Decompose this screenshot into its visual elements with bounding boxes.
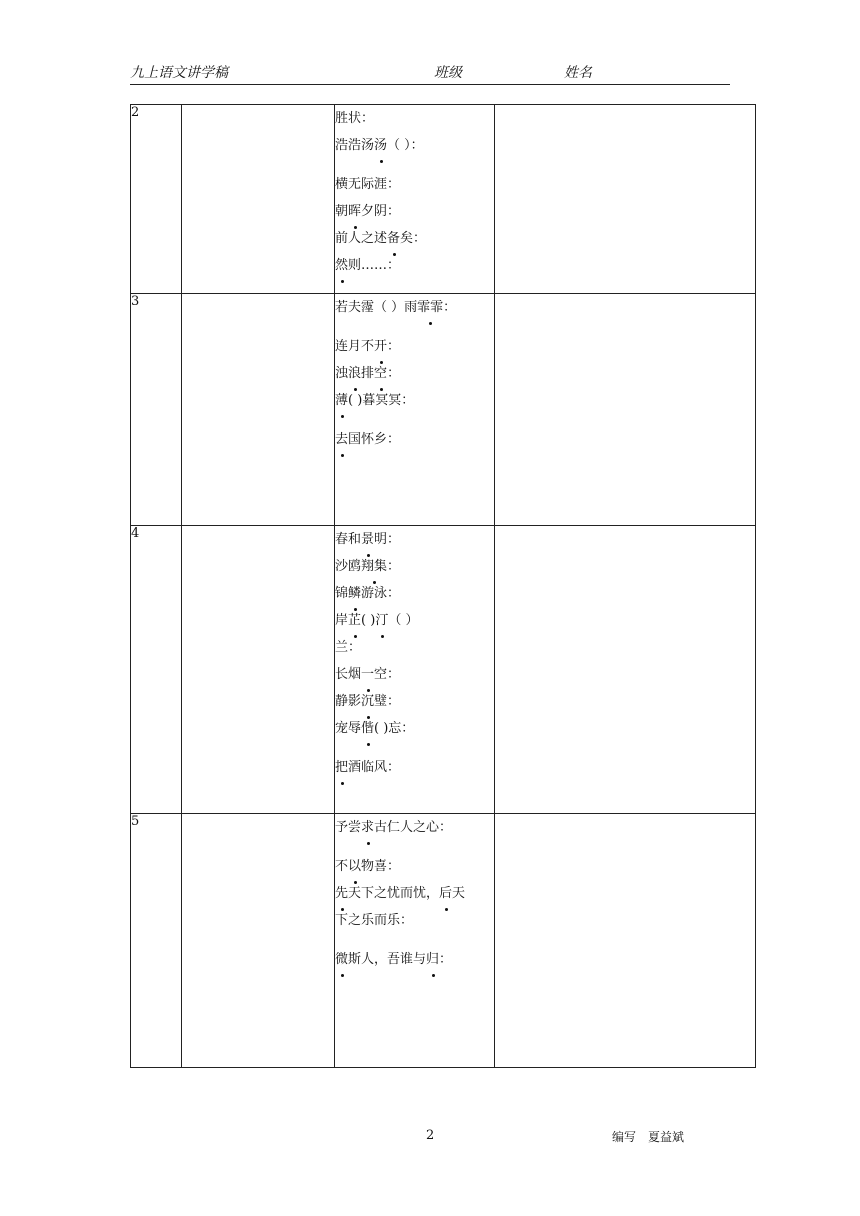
phrase-line [335, 387, 494, 414]
phrase-line [335, 607, 494, 634]
phrase-text: 夕阴： [361, 204, 401, 219]
phrase-text: 胜状： [335, 111, 375, 126]
emphasized-char: 汤 [374, 132, 387, 159]
page-header [130, 62, 730, 85]
phrase-text: 锦 [335, 586, 349, 601]
phrase-text: 斯人，吾谁与 [348, 952, 427, 967]
phrase-text: 长烟 [335, 667, 362, 682]
phrase-text: （ ）： [387, 138, 424, 153]
phrase-text: ( )忘： [374, 721, 415, 736]
phrase-cell [335, 526, 495, 814]
phrase-line [335, 252, 494, 279]
phrase-text: 则……： [348, 258, 401, 273]
emphasized-char: 空 [374, 360, 387, 387]
phrase-line [335, 132, 494, 159]
phrase-text: 兰： [335, 640, 362, 655]
phrase-text: 前人之述 [335, 231, 388, 246]
answer-cell[interactable] [495, 526, 756, 814]
phrase-line [335, 294, 494, 321]
phrase-text: 空： [374, 667, 401, 682]
emphasized-char: 霏霏 [417, 294, 443, 321]
phrase-text: 宠辱 [335, 721, 362, 736]
phrase-text: 古仁人之心： [374, 820, 453, 835]
phrase-line [335, 225, 494, 252]
emphasized-char: 翔集 [361, 553, 387, 580]
emphasized-char: 芷 [348, 607, 361, 634]
phrase-text: 酒临风： [348, 760, 401, 775]
emphasized-char: 微 [335, 946, 348, 973]
emphasized-char: 偕 [361, 715, 374, 742]
emphasized-char: 晖 [348, 198, 361, 225]
emphasized-char: 鳞 [348, 580, 361, 607]
blank-cell [182, 526, 335, 814]
phrase-text: 朝 [335, 204, 349, 219]
row-number: 2 [131, 105, 182, 294]
emphasized-char: 一 [361, 661, 374, 688]
blank-cell [182, 105, 335, 294]
phrase-line [335, 661, 494, 688]
phrase-line [335, 814, 494, 841]
emphasized-char: 备 [387, 225, 400, 252]
row-number: 3 [131, 294, 182, 526]
phrase-line [335, 360, 494, 387]
phrase-line [335, 553, 494, 580]
phrase-text: ： [387, 559, 401, 574]
emphasized-char: 去 [335, 426, 348, 453]
phrase-text: 岸 [335, 613, 349, 628]
table-row [131, 105, 756, 294]
emphasized-char: 先 [335, 880, 348, 907]
emphasized-char: 以 [348, 853, 361, 880]
page-number: 2 [426, 1128, 435, 1143]
phrase-line [335, 754, 494, 781]
phrase-text: 天下之忧而忧， [348, 886, 440, 901]
phrase-text: ( )暮冥冥： [348, 393, 415, 408]
phrase-text: ： [387, 339, 401, 354]
phrase-text: 下之乐而乐： [335, 913, 414, 928]
emphasized-char: 景 [361, 526, 374, 553]
phrase-line [335, 688, 494, 715]
author-credit [612, 1128, 684, 1145]
phrase-text: ： [439, 952, 453, 967]
phrase-line [335, 634, 494, 661]
phrase-text: 浊 [335, 366, 349, 381]
answer-cell[interactable] [495, 105, 756, 294]
author-label: 编写 [612, 1130, 637, 1144]
phrase-text: 国怀乡： [348, 432, 401, 447]
table-row [131, 526, 756, 814]
emphasized-char: 后 [439, 880, 452, 907]
phrase-line [335, 526, 494, 553]
phrase-line [335, 426, 494, 453]
phrase-line [335, 171, 494, 198]
phrase-text: 春和 [335, 532, 362, 547]
row-number: 5 [131, 814, 182, 1068]
phrase-line [335, 198, 494, 225]
phrase-text: （ ） [388, 613, 419, 628]
name-label: 姓名 [564, 65, 592, 81]
phrase-line [335, 853, 494, 880]
table-row [131, 814, 756, 1068]
phrase-cell [335, 294, 495, 526]
emphasized-char: 归 [426, 946, 439, 973]
emphasized-char: 把 [335, 754, 348, 781]
emphasized-char: 开 [374, 333, 387, 360]
author-name: 夏益斌 [648, 1130, 685, 1144]
phrase-line [335, 946, 494, 973]
phrase-text: 不 [335, 859, 349, 874]
row-number: 4 [131, 526, 182, 814]
document-title: 九上语文讲学稿 [130, 65, 228, 81]
phrase-text: ： [387, 366, 401, 381]
phrase-text: 游泳： [361, 586, 401, 601]
phrase-text: ： [443, 300, 457, 315]
emphasized-char: 求 [361, 814, 374, 841]
phrase-text: 沙鸥 [335, 559, 362, 574]
phrase-text: 浩浩汤 [335, 138, 375, 153]
phrase-text: 明： [374, 532, 401, 547]
phrase-text: 天 [452, 886, 466, 901]
phrase-text: ( ) [361, 613, 376, 628]
phrase-line [335, 580, 494, 607]
answer-cell[interactable] [495, 294, 756, 526]
phrase-text: 连月不 [335, 339, 375, 354]
phrase-cell [335, 105, 495, 294]
phrase-line [335, 333, 494, 360]
blank-cell [182, 294, 335, 526]
phrase-text: 矣： [400, 231, 427, 246]
phrase-text: 横无际涯： [335, 177, 401, 192]
phrase-line [335, 880, 494, 907]
phrase-cell [335, 814, 495, 1068]
phrase-line [335, 907, 494, 934]
emphasized-char: 然 [335, 252, 348, 279]
phrase-text: 若夫霪（ ）雨 [335, 300, 418, 315]
phrase-line [335, 715, 494, 742]
emphasized-char: 汀 [375, 607, 388, 634]
blank-cell [182, 814, 335, 1068]
phrase-text: 排 [361, 366, 375, 381]
vocab-table [130, 104, 756, 1068]
emphasized-char: 薄 [335, 387, 348, 414]
phrase-line [335, 105, 494, 132]
phrase-text: 物喜： [361, 859, 401, 874]
phrase-text: 静影 [335, 694, 362, 709]
phrase-text: 璧： [374, 694, 401, 709]
phrase-text: 予尝 [335, 820, 362, 835]
answer-cell[interactable] [495, 814, 756, 1068]
emphasized-char: 沉 [361, 688, 374, 715]
emphasized-char: 浪 [348, 360, 361, 387]
table-row [131, 294, 756, 526]
class-label: 班级 [434, 65, 462, 81]
